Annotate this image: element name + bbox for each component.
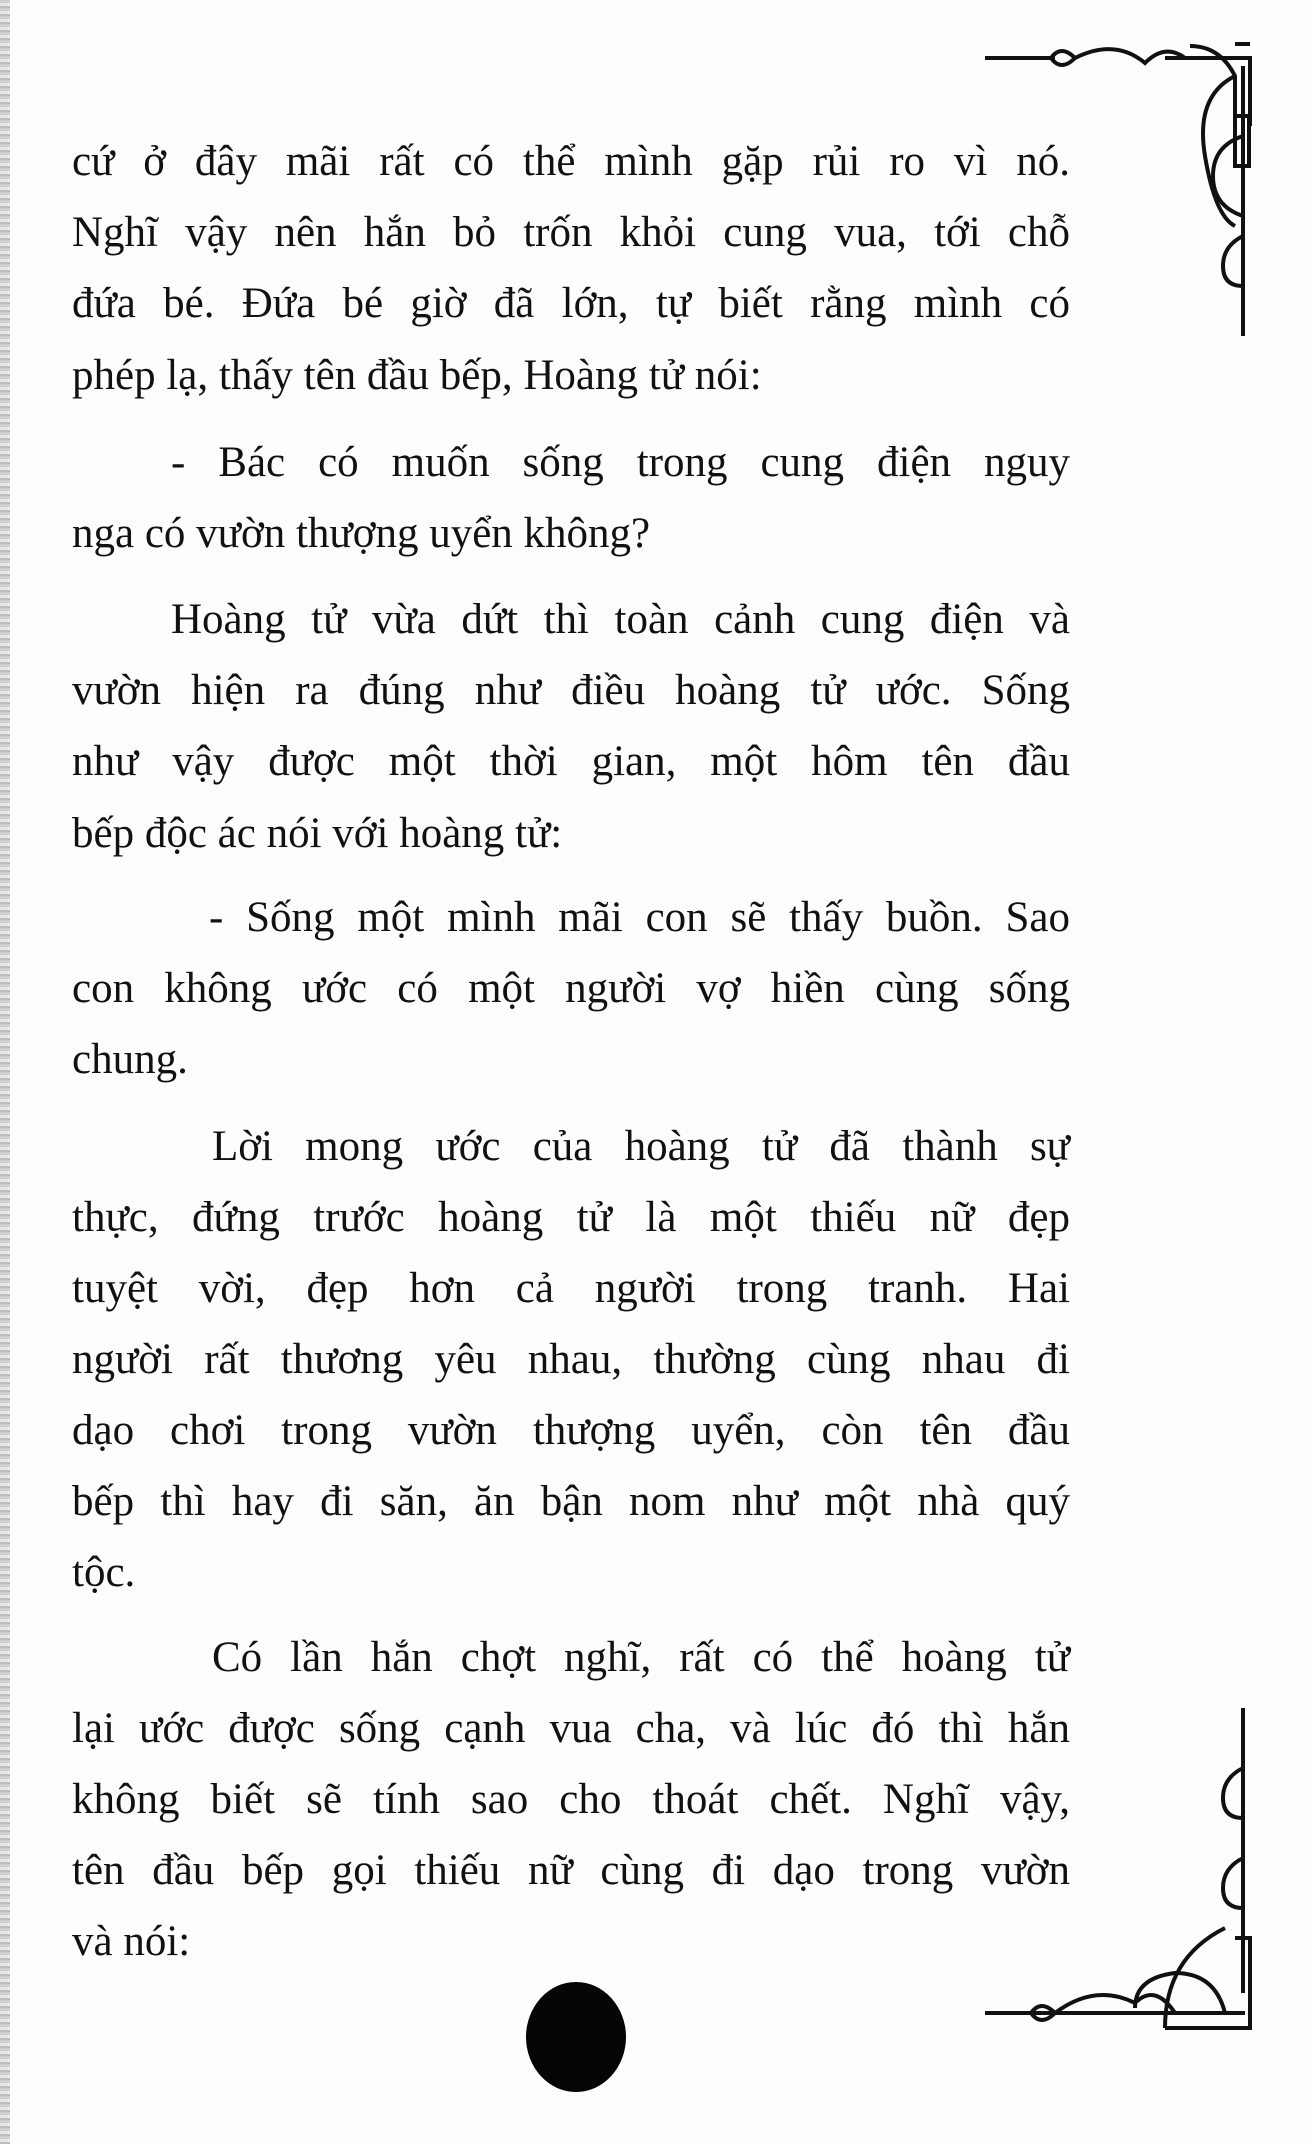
scan-edge: [0, 0, 10, 2144]
text-line: không biết sẽ tính sao cho thoát chết. Nghĩ vậy,: [72, 1776, 1070, 1823]
text-line: bếp độc ác nói với hoàng tử:: [72, 810, 563, 857]
text-line: tuyệt vời, đẹp hơn cả người trong tranh. Hai: [72, 1265, 1070, 1312]
text-line: phép lạ, thấy tên đầu bếp, Hoàng tử nói:: [72, 352, 762, 399]
text-line: nga có vườn thượng uyển không?: [72, 510, 651, 557]
corner-ornament-top-right-icon: [985, 36, 1255, 341]
text-line: chung.: [72, 1036, 188, 1083]
text-line: Lời mong ước của hoàng tử đã thành sự: [212, 1123, 1070, 1170]
text-line: tên đầu bếp gọi thiếu nữ cùng đi dạo trong vườn: [72, 1847, 1070, 1894]
text-line: Có lần hắn chợt nghĩ, rất có thể hoàng tử: [212, 1634, 1070, 1681]
text-line: đứa bé. Đứa bé giờ đã lớn, tự biết rằng mình có: [72, 280, 1070, 327]
text-line: vườn hiện ra đúng như điều hoàng tử ước. Sống: [72, 667, 1070, 714]
text-line: dạo chơi trong vườn thượng uyển, còn tên đầu: [72, 1407, 1070, 1454]
corner-ornament-bottom-right-icon: [985, 1708, 1255, 2053]
text-line: lại ước được sống cạnh vua cha, và lúc đó thì hắn: [72, 1705, 1070, 1752]
page-number-dot: [526, 1982, 626, 2092]
text-line: bếp thì hay đi săn, ăn bận nom như một nhà quý: [72, 1478, 1070, 1525]
text-line: Nghĩ vậy nên hắn bỏ trốn khỏi cung vua, tới chỗ: [72, 209, 1070, 256]
text-line: và nói:: [72, 1918, 191, 1965]
text-line: cứ ở đây mãi rất có thể mình gặp rủi ro vì nó.: [72, 138, 1070, 185]
text-line: Hoàng tử vừa dứt thì toàn cảnh cung điện và: [171, 596, 1070, 643]
text-line: người rất thương yêu nhau, thường cùng nhau đi: [72, 1336, 1070, 1383]
text-line: tộc.: [72, 1549, 136, 1596]
text-line: - Sống một mình mãi con sẽ thấy buồn. Sao: [209, 894, 1070, 941]
text-line: - Bác có muốn sống trong cung điện nguy: [171, 439, 1070, 486]
text-line: như vậy được một thời gian, một hôm tên đầu: [72, 738, 1070, 785]
text-line: con không ước có một người vợ hiền cùng sống: [72, 965, 1070, 1012]
text-line: thực, đứng trước hoàng tử là một thiếu nữ đẹp: [72, 1194, 1070, 1241]
